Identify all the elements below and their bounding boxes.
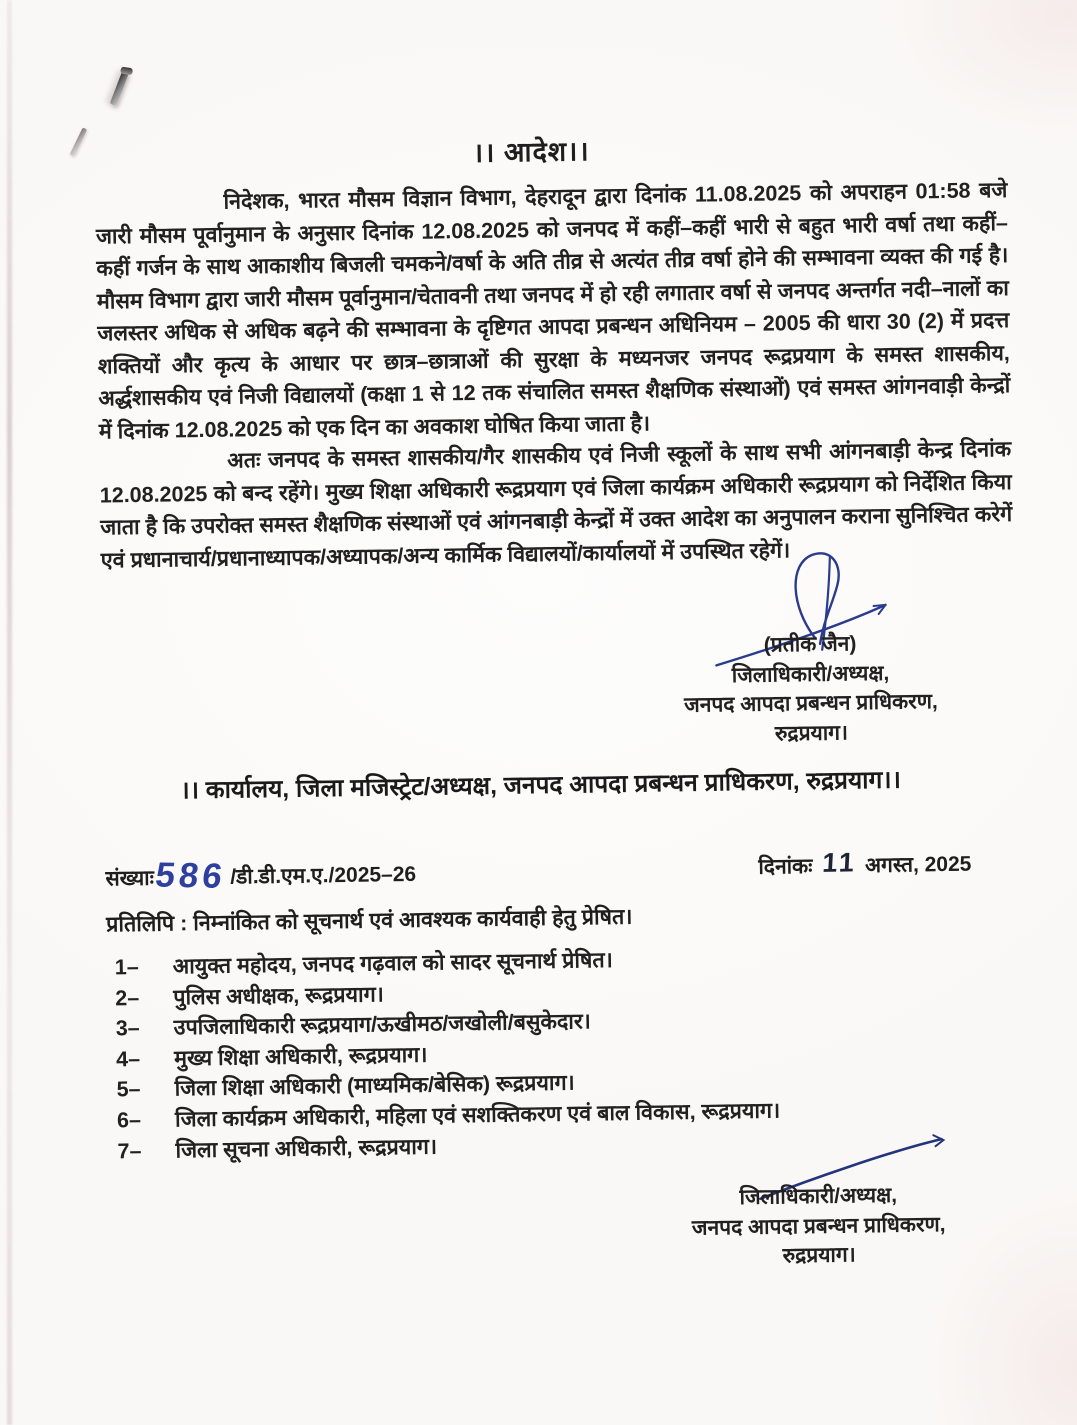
- recipient-text: मुख्य शिक्षा अधिकारी, रूद्रप्रयाग।: [173, 1042, 428, 1071]
- signatory-district: रुद्रप्रयाग।: [774, 720, 849, 746]
- signatory-designation: जिलाधिकारी/अध्यक्ष,: [731, 661, 890, 687]
- signatory-authority: जनपद आपदा प्रबन्धन प्राधिकरण,: [691, 1212, 946, 1240]
- signatory-authority: जनपद आपदा प्रबन्धन प्राधिकरण,: [684, 690, 938, 717]
- recipient-text: जिला कार्यक्रम अधिकारी, महिला एवं सशक्तिकरण एवं बाल विकास, रूद्रप्रयाग।: [174, 1098, 781, 1132]
- signatory-name: (प्रतीक जैन): [763, 632, 857, 657]
- order-paragraph-2: अतः जनपद के समस्त शासकीय/गैर शासकीय एवं निजी स्कूलों के साथ सभी आंगनबाड़ी केन्द्र दिनांक 12.08.2025 को बन्द रहेंगे। मुख्य शिक्षा अधिकारी रूद्रप्रयाग एवं जिला कार्यक्रम अधिकारी रूद्रप्रयाग को निर्देशित किया जाता है कि उपरोक्त समस्त शैक्षणिक संस्थाओं एवं आंगनबाड़ी केन्द्रों में उक्त आदेश का अनुपालन कराना सुनिश्चित करेगें एवं प्रधानाचार्य/प्रधानाध्यापक/अध्यापक/अन्य कार्मिक विद्यालयों/कार्यालयों में उपस्थित रहेगें।: [99, 436, 1013, 573]
- copy-distribution-line: प्रतिलिपि : निम्नांकित को सूचनार्थ एवं आवश्यक कार्यवाही हेतु प्रेषित।: [105, 904, 633, 937]
- recipient-text: जिला शिक्षा अधिकारी (माध्यमिक/बेसिक) रूद्रप्रयाग।: [174, 1070, 575, 1101]
- recipient-text: आयुक्त महोदय, जनपद गढ़वाल को सादर सूचनार्थ प्रेषित।: [172, 947, 613, 979]
- date-group: [758, 845, 1017, 881]
- signatory-block-top: [620, 627, 1002, 751]
- reference-number-group: [105, 854, 417, 896]
- recipient-number: 7–: [117, 1138, 142, 1163]
- recipient-text: उपजिलाधिकारी रूद्रप्रयाग/ऊखीमठ/जखोली/बसुकेदार।: [173, 1009, 592, 1040]
- office-heading: ।। कार्यालय, जिला मजिस्ट्रेट/अध्यक्ष, जनपद आपदा प्रबन्धन प्राधिकरण, रुद्रप्रयाग।।: [180, 766, 902, 805]
- recipient-number: 3–: [115, 1016, 140, 1041]
- recipient-text: जिला सूचना अधिकारी, रूद्रप्रयाग।: [175, 1134, 438, 1163]
- signatory-block-bottom: [628, 1179, 1009, 1273]
- date-month-year: अगस्त, 2025: [864, 852, 972, 878]
- date-label: दिनांकः: [758, 854, 813, 879]
- recipient-text: पुलिस अधीक्षक, रूद्रप्रयाग।: [173, 981, 385, 1010]
- order-title: ।। आदेश।।: [472, 136, 590, 168]
- recipient-number: 6–: [116, 1107, 142, 1133]
- signatory-designation: जिलाधिकारी/अध्यक्ष,: [739, 1183, 898, 1210]
- recipient-number: 5–: [116, 1077, 141, 1102]
- signatory-district: रुद्रप्रयाग।: [782, 1243, 856, 1268]
- handwritten-date-day: 11: [821, 847, 858, 878]
- handwritten-reference-number: 586: [153, 855, 229, 896]
- reference-label: संख्याः: [105, 866, 155, 891]
- recipient-number: 4–: [115, 1046, 141, 1072]
- recipient-number: 1–: [114, 954, 139, 980]
- reference-suffix: /डी.डी.एम.ए./2025–26: [230, 862, 417, 889]
- reference-row: [105, 845, 1017, 896]
- order-paragraph-1: निदेशक, भारत मौसम विज्ञान विभाग, देहरादून द्वारा दिनांक 11.08.2025 को अपराहन 01:58 बजे जारी मौसम पूर्वानुमान के अनुसार दिनांक 12.08.2025 को जनपद में कहीं–कहीं भारी से बहुत भारी वर्षा तथा कहीं–कहीं गर्जन के साथ आकाशीय बिजली चमकने/वर्षा के अति तीव्र से अत्यंत तीव्र वर्षा होने की सम्भावना व्यक्त की गई है। मौसम विभाग द्वारा जारी मौसम पूर्वानुमान/चेतावनी तथा जनपद में हो रही लगातार वर्षा से जनपद अन्तर्गत नदी–नालों का जलस्तर अधिक से अधिक बढ़ने की सम्भावना के दृष्टिगत आपदा प्रबन्धन अधिनियम – 2005 की धारा 30 (2) में प्रदत्त शक्तियों और कृत्य के आधार पर छात्र–छात्राओं की सुरक्षा के मध्यनजर जनपद रूद्रप्रयाग के समस्त शासकीय, अर्द्धशासकीय एवं निजी विद्यालयों (कक्षा 1 से 12 तक संचालित समस्त शैक्षणिक संस्थाओं) एवं समस्त आंगनवाड़ी केन्द्रों में दिनांक 12.08.2025 को एक दिन का अवकाश घोषित किया जाता है।: [95, 178, 1011, 444]
- recipient-number: 2–: [115, 985, 140, 1010]
